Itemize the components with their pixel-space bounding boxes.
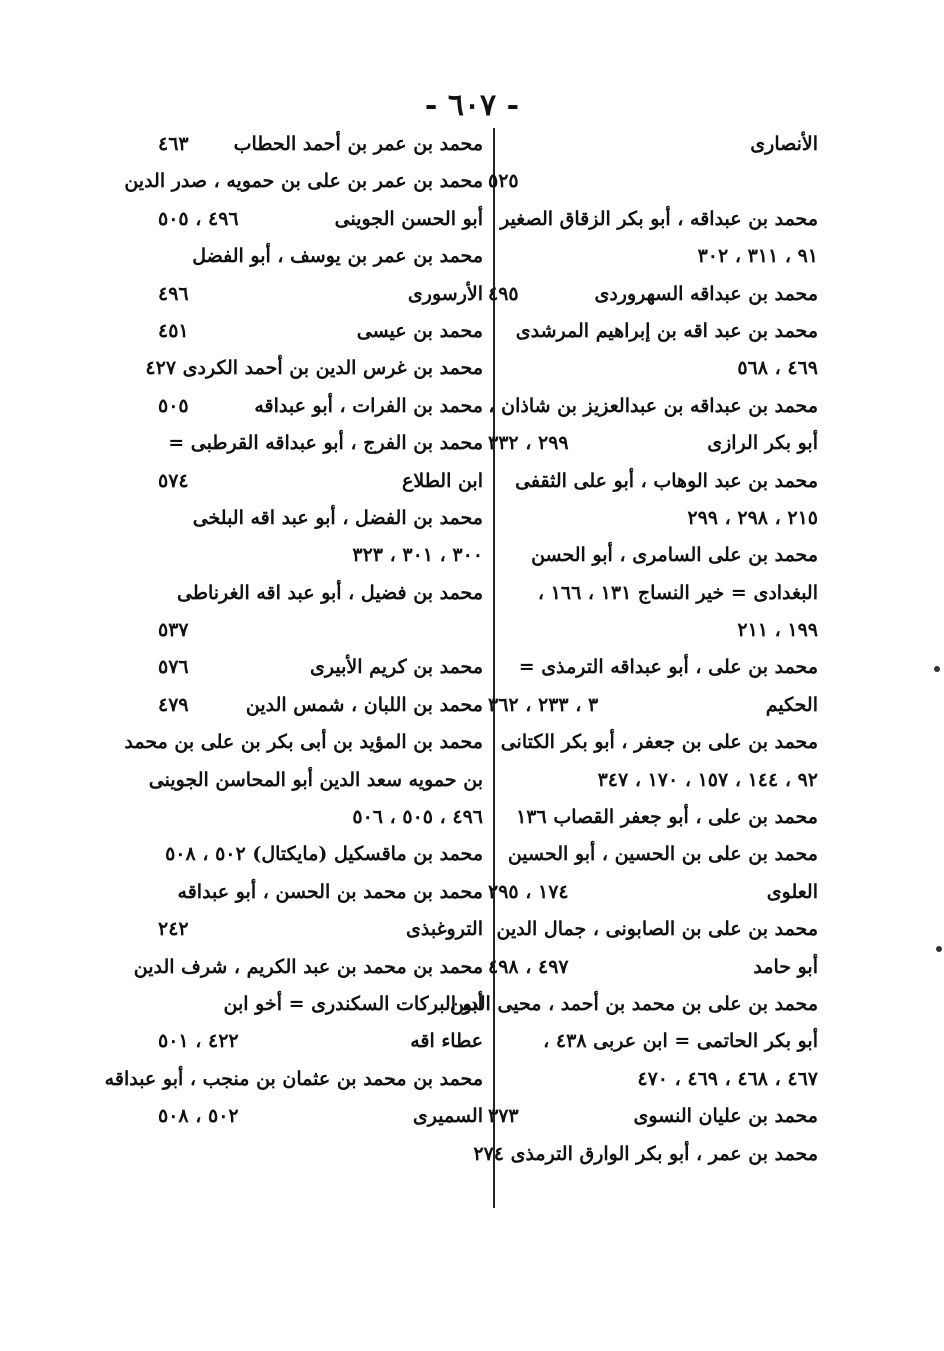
entry-text: محمد بن عبداقه ، أبو بكر الزقاق الصغير (500, 207, 818, 230)
index-entry-line (488, 163, 818, 200)
entry-text: ٤٦٩ ، ٥٦٨ (737, 357, 818, 380)
entry-text: محمد بن محمد بن عثمان بن منجب ، أبو عبداقه (104, 1067, 483, 1090)
index-entry-line (158, 313, 483, 350)
entry-text: محمد بن ماقسكيل (مايكتال) ٥٠٢ ، ٥٠٨ (165, 843, 483, 866)
index-entry-line (488, 1023, 818, 1060)
page-references: ٥٠٢ ، ٥٠٨ (158, 1105, 239, 1128)
index-entry-line (158, 612, 483, 649)
entry-text: محمد بن على السامرى ، أبو الحسن (531, 544, 818, 567)
entry-text: محمد بن الفرج ، أبو عبداقه القرطبى = (168, 432, 483, 455)
index-entry-line (158, 799, 483, 836)
entry-text: محمد بن غرس الدين بن أحمد الكردى ٤٢٧ (145, 357, 483, 380)
index-entry-line (158, 1023, 483, 1060)
entry-text: محمد بن عليان النسوى (633, 1105, 818, 1128)
entry-text: السميرى (412, 1105, 483, 1128)
entry-text: محمد بن محمد بن الحسن ، أبو عبداقه (177, 880, 483, 903)
page-references: ٤٩٥ (488, 282, 519, 305)
entry-text: محمد بن على بن الحسين ، أبو الحسين (507, 843, 818, 866)
page-references: ٤٧٩ (158, 693, 189, 716)
entry-text: محمد بن على ، أبو عبداقه الترمذى = (518, 656, 818, 679)
index-entry-line (133, 949, 483, 986)
index-entry-line (473, 1136, 818, 1173)
entry-text: ٣٠٠ ، ٣٠١ ، ٣٢٣ (352, 544, 483, 567)
index-entry-line (158, 649, 483, 686)
index-entry-line (124, 163, 483, 200)
entry-text: الحكيم (765, 693, 818, 716)
index-entry-line (488, 649, 818, 686)
entry-text: محمد بن عمر ، أبو بكر الوارق الترمذى ٢٧٤ (473, 1142, 818, 1165)
index-entry-line (148, 762, 483, 799)
entry-text: محمد بن محمد بن عبد الكريم ، شرف الدين (133, 955, 483, 978)
index-entry-line (158, 126, 483, 163)
index-entry-line (488, 313, 818, 350)
entry-text: أبو بكر الرازى (707, 432, 818, 455)
index-entry-line (158, 463, 483, 500)
index-entry-line (488, 762, 818, 799)
page-references: ٤٩٦ ، ٥٠٥ (158, 207, 239, 230)
index-entry-line (158, 1098, 483, 1135)
index-column-left (104, 126, 483, 1136)
index-entry-line (158, 537, 483, 574)
index-column-right (450, 126, 818, 1173)
page-references: ١٧٤ ، ٢٩٥ (488, 880, 569, 903)
index-entry-line (158, 986, 483, 1023)
index-entry-line (488, 1061, 818, 1098)
index-entry-line (158, 500, 483, 537)
entry-text: التروغبذى (406, 918, 483, 941)
index-entry-line (488, 238, 818, 275)
index-entry-line (488, 911, 818, 948)
entry-text: ٤٩٦ ، ٥٠٥ ، ٥٠٦ (352, 806, 483, 829)
page-references: ٤٥١ (158, 319, 189, 342)
index-entry-line (488, 724, 818, 761)
index-entry-line (158, 276, 483, 313)
entry-text: محمد بن على بن محمد بن أحمد ، محيى الدين (450, 992, 818, 1015)
index-entry-line (488, 687, 818, 724)
index-entry-line (488, 126, 818, 163)
entry-text: ٤٦٧ ، ٤٦٨ ، ٤٦٩ ، ٤٧٠ (637, 1067, 818, 1090)
index-entry-line (104, 1061, 483, 1098)
index-entry-line (488, 575, 818, 612)
entry-text: محمد بن عبد الوهاب ، أبو على الثقفى (515, 469, 818, 492)
entry-text: الأنصاری (750, 133, 818, 155)
scan-mark (934, 666, 940, 672)
entry-text: محمد بن كريم الأبيرى (310, 656, 483, 679)
entry-text: محمد بن على ، أبو جعفر القصاب ١٣٦ (516, 806, 818, 829)
page-references: ٤٢٢ ، ٥٠١ (158, 1030, 239, 1053)
entry-text: أبو بكر الحاتمى = ابن عربى ٤٣٨ ، (543, 1030, 818, 1053)
index-entry-line (488, 463, 818, 500)
index-entry-line (158, 425, 483, 462)
entry-text: محمد بن عمر بن على بن حمويه ، صدر الدين (124, 170, 483, 193)
page-references: ٥٧٦ (158, 656, 189, 679)
index-entry-line (488, 201, 818, 238)
index-entry-line (488, 537, 818, 574)
page-references: ٤٩٧ ، ٤٩٨ (488, 955, 569, 978)
scan-mark (936, 946, 942, 952)
entry-text: أبو الحسن الجوينى (334, 207, 483, 230)
index-entry-line (488, 388, 818, 425)
page-references: ٢٩٩ ، ٣٣٢ (488, 432, 569, 455)
entry-text: أبو البركات السكندرى = أخو ابن (223, 992, 483, 1015)
entry-text: البغدادى = خير النساج ١٣١ ، ١٦٦ ، (537, 581, 818, 604)
index-entry-line (158, 687, 483, 724)
entry-text: محمد بن اللبان ، شمس الدين (245, 693, 483, 716)
page-references: ٤٦٣ (158, 133, 189, 155)
entry-text: ١٩٩ ، ٢١١ (737, 619, 818, 642)
page-references: ٥٢٥ (488, 170, 519, 193)
index-entry-line (124, 724, 483, 761)
entry-text: محمد بن عمر بن أحمد الحطاب (233, 133, 483, 155)
entry-text: الأرسوری (407, 282, 483, 305)
index-entry-line (488, 836, 818, 873)
entry-text: محمد بن عمر بن يوسف ، أبو الفضل (192, 245, 483, 268)
index-entry-line (158, 836, 483, 873)
index-entry-line (488, 949, 818, 986)
entry-text: أبو حامد (753, 955, 818, 978)
page-references: ٣ ، ٢٣٣ ، ٣٦٢ (488, 693, 599, 716)
index-entry-line (145, 350, 483, 387)
index-entry-line (488, 1098, 818, 1135)
index-entry-line (488, 799, 818, 836)
index-entry-line (158, 911, 483, 948)
entry-text: محمد بن عبد اقه بن إبراهيم المرشدى (515, 319, 818, 342)
index-entry-line (488, 276, 818, 313)
page-number: - ٦٠٧ - (424, 88, 520, 123)
page-references: ٥٣٧ (158, 619, 189, 642)
entry-text: بن حمويه سعد الدين أبو المحاسن الجوينى (148, 768, 483, 791)
entry-text: ٩١ ، ٣١١ ، ٣٠٢ (697, 245, 818, 268)
index-entry-line (450, 986, 818, 1023)
entry-text: عطاء اقه (410, 1030, 483, 1053)
entry-text: محمد بن على بن جعفر ، أبو بكر الكتانى (500, 731, 818, 754)
page-references: ٤٩٦ (158, 282, 189, 305)
entry-text: محمد بن عبداقه بن عبدالعزيز بن شاذان ، (488, 394, 818, 417)
entry-text: ابن الطلاع (402, 469, 483, 492)
entry-text: محمد بن على بن الصابونى ، جمال الدين (496, 918, 818, 941)
page-references: ٣٧٣ (488, 1105, 519, 1128)
entry-text: محمد بن فضيل ، أبو عبد اقه الغرناطى (177, 581, 483, 604)
entry-text: محمد بن الفرات ، أبو عبداقه (254, 394, 483, 417)
page-references: ٥٠٥ (158, 394, 189, 417)
entry-text: العلوى (766, 880, 818, 903)
index-entry-line (158, 874, 483, 911)
index-entry-line (158, 201, 483, 238)
entry-text: محمد بن الفضل ، أبو عبد اقه البلخى (192, 506, 483, 529)
index-entry-line (488, 425, 818, 462)
entry-text: ٢١٥ ، ٢٩٨ ، ٢٩٩ (687, 506, 818, 529)
index-entry-line (158, 238, 483, 275)
index-entry-line (488, 874, 818, 911)
index-entry-line (158, 388, 483, 425)
index-entry-line (488, 500, 818, 537)
index-entry-line (158, 575, 483, 612)
entry-text: محمد بن عبداقه السهروردى (594, 282, 818, 305)
index-entry-line (488, 612, 818, 649)
index-entry-line (488, 350, 818, 387)
entry-text: محمد بن المؤيد بن أبى بكر بن على بن محمد (124, 731, 483, 754)
page-references: ٥٧٤ (158, 469, 189, 492)
page-references: ٢٤٢ (158, 918, 189, 941)
entry-text: محمد بن عيسى (356, 319, 483, 342)
entry-text: ٩٢ ، ١٤٤ ، ١٥٧ ، ١٧٠ ، ٣٤٧ (597, 768, 818, 791)
